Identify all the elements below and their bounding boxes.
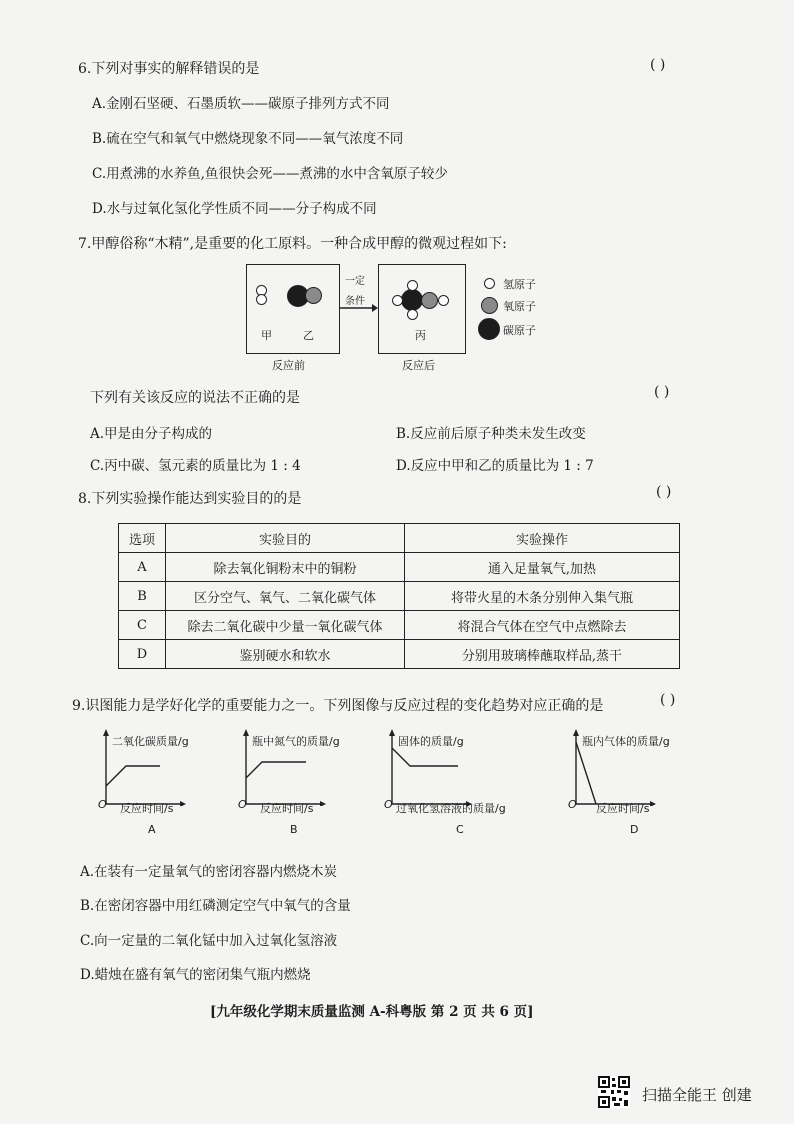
- header-operation: 实验操作: [405, 524, 680, 553]
- table-row: [119, 553, 680, 582]
- graph-d-origin: O: [568, 798, 577, 811]
- qr-code-icon: [598, 1076, 630, 1108]
- q8-answer-paren: ( ): [656, 484, 672, 500]
- q7-sub-stem: 下列有关该反应的说法不正确的是: [90, 390, 300, 406]
- hydrogen-atom: [438, 295, 449, 306]
- page-footer: [九年级化学期末质量监测 A-科粤版 第 2 页 共 6 页]: [210, 1004, 534, 1020]
- row-option: A: [119, 553, 166, 582]
- row-option: D: [119, 640, 166, 669]
- label-jia: 甲: [261, 329, 272, 342]
- q9-stem: 9.识图能力是学好化学的重要能力之一。下列图像与反应过程的变化趋势对应正确的是: [72, 698, 604, 714]
- before-caption: 反应前: [272, 359, 305, 372]
- row-purpose: 鉴别硬水和软水: [166, 640, 405, 669]
- q7-option-c: C.丙中碳、氢元素的质量比为 1 : 4: [90, 458, 301, 474]
- header-purpose: 实验目的: [166, 524, 405, 553]
- row-option: C: [119, 611, 166, 640]
- legend-carbon-icon: [478, 318, 500, 340]
- graph-c-curve: [392, 748, 458, 766]
- graph-a: [96, 728, 246, 836]
- graph-c-ylabel: 固体的质量/g: [398, 735, 464, 748]
- q7-stem: 7.甲醇俗称“木精”,是重要的化工原料。一种合成甲醇的微观过程如下:: [78, 236, 507, 252]
- legend-oxygen-label: 氧原子: [503, 300, 536, 313]
- row-operation: 通入足量氧气,加热: [405, 553, 680, 582]
- table-header-row: [119, 524, 680, 553]
- graph-d-curve: [576, 742, 596, 804]
- graph-b-xlabel: 反应时间/s: [260, 802, 314, 815]
- hydrogen-atom: [407, 309, 418, 320]
- row-operation: 将带火星的木条分别伸入集气瓶: [405, 582, 680, 611]
- reaction-arrow-icon: [338, 302, 378, 314]
- row-option: B: [119, 582, 166, 611]
- q6-option-a: A.金刚石坚硬、石墨质软——碳原子排列方式不同: [92, 96, 390, 112]
- scanner-watermark: 扫描全能王 创建: [642, 1086, 752, 1104]
- legend-hydrogen-icon: [484, 278, 495, 289]
- arrow-condition-top: 一定: [345, 276, 365, 287]
- q7-answer-paren: ( ): [654, 384, 670, 400]
- arrow-condition-bottom: 条件: [345, 296, 365, 307]
- graph-d-xlabel: 反应时间/s: [596, 802, 650, 815]
- label-bing: 丙: [415, 329, 426, 342]
- legend-hydrogen-label: 氢原子: [503, 278, 536, 291]
- graph-a-ylabel: 二氧化碳质量/g: [112, 735, 189, 748]
- graph-c-letter: C: [456, 823, 464, 836]
- graph-c: [382, 728, 532, 836]
- graph-d-ylabel: 瓶内气体的质量/g: [582, 735, 670, 748]
- before-reaction-box: [246, 264, 340, 354]
- legend-oxygen-icon: [481, 297, 498, 314]
- table-row: [119, 640, 680, 669]
- q9-answer-paren: ( ): [660, 692, 676, 708]
- graph-a-curve: [106, 766, 160, 786]
- graph-b-ylabel: 瓶中氮气的质量/g: [252, 735, 340, 748]
- row-purpose: 除去二氧化碳中少量一氧化碳气体: [166, 611, 405, 640]
- carbon-atom: [401, 289, 423, 311]
- after-reaction-box: [378, 264, 466, 354]
- label-yi: 乙: [303, 329, 314, 342]
- after-caption: 反应后: [402, 359, 435, 372]
- graph-c-origin: O: [384, 798, 393, 811]
- header-option: 选项: [119, 524, 166, 553]
- hydrogen-atom: [256, 294, 267, 305]
- graph-d-letter: D: [630, 823, 639, 836]
- graph-a-xlabel: 反应时间/s: [120, 802, 174, 815]
- q7-option-a: A.甲是由分子构成的: [90, 426, 213, 442]
- q8-stem: 8.下列实验操作能达到实验目的的是: [78, 491, 302, 507]
- row-operation: 将混合气体在空气中点燃除去: [405, 611, 680, 640]
- oxygen-atom: [305, 287, 322, 304]
- row-purpose: 区分空气、氧气、二氧化碳气体: [166, 582, 405, 611]
- hydrogen-atom: [407, 280, 418, 291]
- q6-option-d: D.水与过氧化氢化学性质不同——分子构成不同: [92, 201, 377, 217]
- experiment-table: [118, 523, 680, 669]
- q9-option-d: D.蜡烛在盛有氧气的密闭集气瓶内燃烧: [80, 967, 311, 983]
- q6-stem: 6.下列对事实的解释错误的是: [78, 61, 260, 77]
- q6-option-b: B.硫在空气和氧气中燃烧现象不同——氧气浓度不同: [92, 131, 404, 147]
- graph-a-origin: O: [98, 798, 107, 811]
- graph-b-origin: O: [238, 798, 247, 811]
- hydrogen-atom: [392, 295, 403, 306]
- legend-carbon-label: 碳原子: [503, 324, 536, 337]
- q7-option-d: D.反应中甲和乙的质量比为 1 : 7: [396, 458, 594, 474]
- q9-option-b: B.在密闭容器中用红磷测定空气中氧气的含量: [80, 898, 351, 914]
- row-purpose: 除去氧化铜粉末中的铜粉: [166, 553, 405, 582]
- q6-answer-paren: ( ): [650, 57, 666, 73]
- graph-b-curve: [246, 762, 306, 778]
- graph-c-xlabel: 过氧化氢溶液的质量/g: [396, 802, 506, 815]
- q6-option-c: C.用煮沸的水养鱼,鱼很快会死——煮沸的水中含氧原子较少: [92, 166, 448, 182]
- q7-option-b: B.反应前后原子种类未发生改变: [396, 426, 586, 442]
- graph-b: [236, 728, 386, 836]
- q9-option-a: A.在装有一定量氧气的密闭容器内燃烧木炭: [80, 864, 338, 880]
- oxygen-atom: [421, 292, 438, 309]
- row-operation: 分别用玻璃棒蘸取样品,蒸干: [405, 640, 680, 669]
- q9-option-c: C.向一定量的二氧化锰中加入过氧化氢溶液: [80, 933, 338, 949]
- graph-a-letter: A: [148, 823, 156, 836]
- graph-d: [566, 728, 716, 836]
- graph-b-letter: B: [290, 823, 298, 836]
- table-row: [119, 611, 680, 640]
- table-row: [119, 582, 680, 611]
